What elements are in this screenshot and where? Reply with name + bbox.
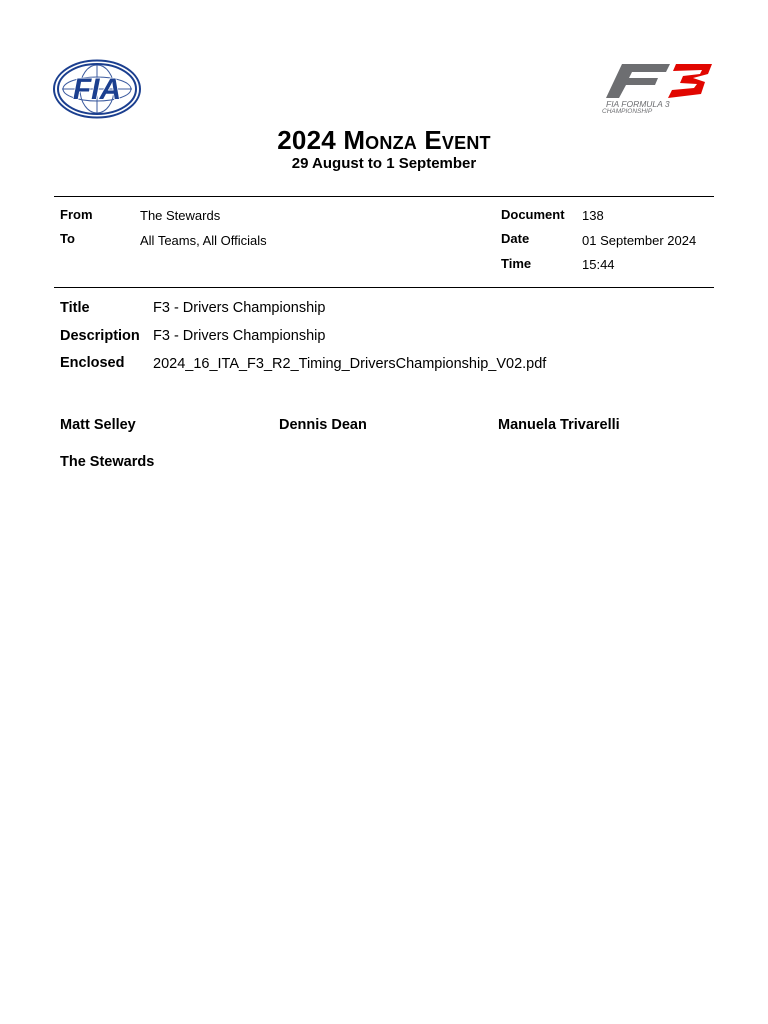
document-label: Document [501, 207, 565, 222]
enclosed-label: Enclosed [60, 355, 125, 371]
date-label: Date [501, 231, 530, 246]
header-top-rule [54, 196, 714, 197]
document-value: 138 [582, 208, 604, 223]
title-label: Title [60, 300, 90, 316]
signatory-name: Matt Selley [60, 417, 136, 433]
time-value: 15:44 [582, 257, 615, 272]
to-label: To [60, 231, 75, 246]
signatory-name: Manuela Trivarelli [498, 417, 620, 433]
signatory-name: Dennis Dean [279, 417, 367, 433]
event-title: 2024 Monza Event [277, 125, 491, 155]
time-label: Time [501, 256, 532, 271]
description-value: F3 - Drivers Championship [153, 328, 326, 344]
date-value: 01 September 2024 [582, 233, 697, 248]
signatory-group: The Stewards [60, 454, 155, 470]
fia-logo [52, 59, 142, 119]
from-label: From [60, 207, 93, 222]
enclosed-value: 2024_16_ITA_F3_R2_Timing_DriversChampionship_V02.pdf [153, 356, 547, 372]
title-value: F3 - Drivers Championship [153, 300, 326, 316]
f3-championship-logo [598, 60, 716, 114]
from-value: The Stewards [140, 208, 221, 223]
fia-logo-text: FIA [72, 73, 122, 106]
header-bottom-rule [54, 287, 714, 288]
to-value: All Teams, All Officials [140, 233, 267, 248]
f3-caption-line1: FIA FORMULA 3 [606, 99, 670, 109]
f3-caption-line2: CHAMPIONSHIP [602, 108, 653, 114]
description-label: Description [60, 328, 140, 344]
event-dates: 29 August to 1 September [291, 155, 477, 172]
